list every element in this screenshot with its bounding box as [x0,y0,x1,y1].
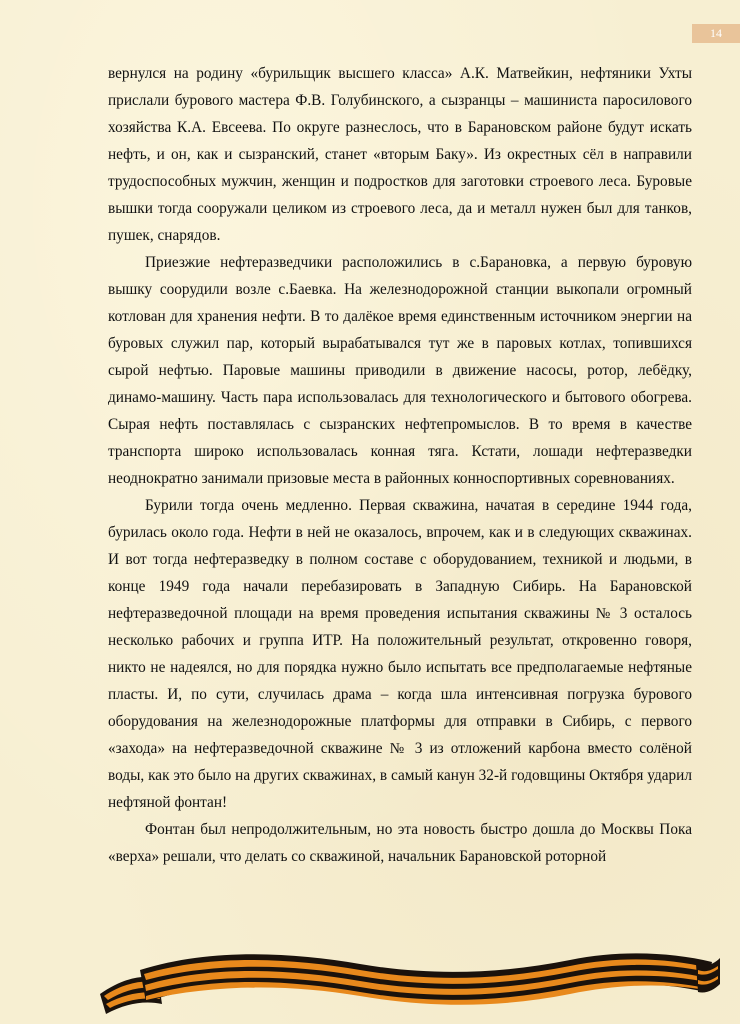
paragraph-2: Приезжие нефтеразведчики расположились в с.Барановка, а первую буровую вышку соорудили возле с.Баевка. На железнодорожной станции выкопали огромный котлован для хранения нефти. В то далёкое время единственным источником энергии на буровых служил пар, который вырабатывался тут же в паровых котлах, топившихся сырой нефтью. Паровые машины приводили в движение насосы, ротор, лебёдку, динамо-машину. Часть пара использовалась для технологического и бытового обогрева. Сырая нефть поставлялась с сызранских нефтепромыслов. В то время в качестве транспорта широко использовалась конная тяга. Кстати, лошади нефтеразведки неоднократно занимали призовые места в районных конноспортивных соревнованиях. [108,254,692,487]
page-number: 14 [692,24,740,43]
body-text [108,60,692,870]
paragraph-1: вернулся на родину «бурильщик высшего класса» А.К. Матвейкин, нефтяники Ухты прислали бурового мастера Ф.В. Голубинского, а сызранцы – машиниста паросилового хозяйства К.А. Евсеева. По округе разнеслось, что в Барановском районе будут искать нефть, и он, как и сызранский, станет «вторым Баку». Из окрестных сёл в направили трудоспособных мужчин, женщин и подростков для заготовки строевого леса. Буровые вышки тогда сооружали целиком из строевого леса, да и металл нужен был для танков, пушек, снарядов. [108,65,692,244]
st-george-ribbon-icon [100,944,720,1014]
paragraph-3: Бурили тогда очень медленно. Первая скважина, начатая в середине 1944 года, бурилась около года. Нефти в ней не оказалось, впрочем, как и в следующих скважинах. И вот тогда нефтеразведку в полном составе с оборудованием, техникой и людьми, в конце 1949 года начали перебазировать в Западную Сибирь. На Барановской нефтеразведочной площади на время проведения испытания скважины № 3 осталось несколько рабочих и группа ИТР. На положительный результат, откровенно говоря, никто не надеялся, но для порядка нужно было испытать все предполагаемые нефтяные пласты. И, по сути, случилась драма – когда шла интенсивная погрузка бурового оборудования на железнодорожные платформы для отправки в Сибирь, с первого «захода» на нефтеразведочной скважине № 3 из отложений карбона вместо солёной воды, как это было на других скважинах, в самый канун 32-й годовщины Октября ударил нефтяной фонтан! [108,497,692,811]
paragraph-4: Фонтан был непродолжительным, но эта новость быстро дошла до Москвы Пока «верха» решали, что делать со скважиной, начальник Барановской роторной [108,821,692,865]
